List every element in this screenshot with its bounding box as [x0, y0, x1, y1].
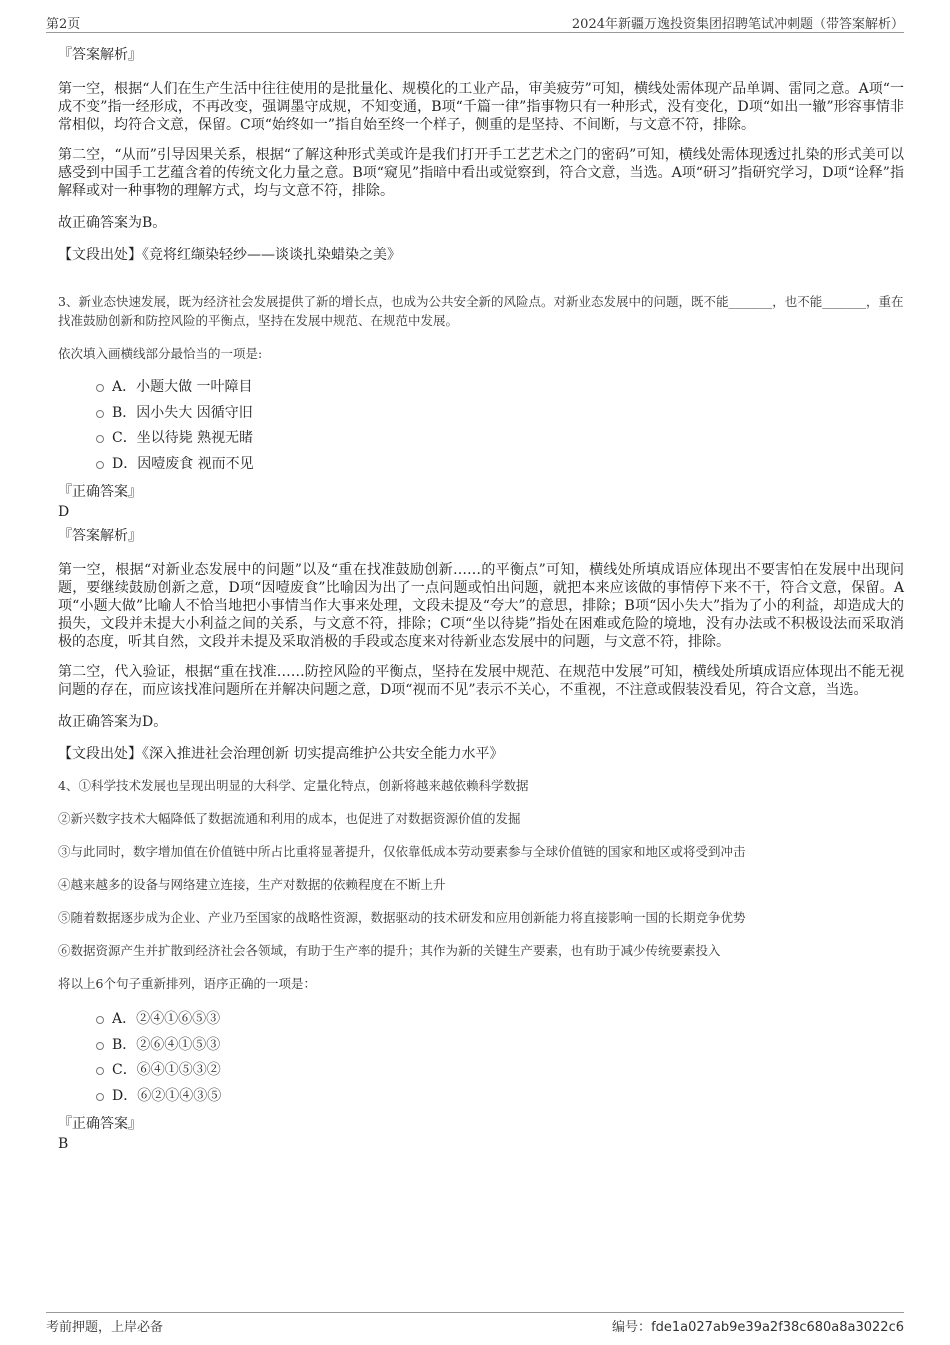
page-content: [46, 40, 904, 1153]
q3-prompt: 依次填入画横线部分最恰当的一项是:: [58, 346, 263, 361]
q4-sentence-5: ⑤随着数据逐步成为企业、产业乃至国家的战略性资源，数据驱动的技术研发和应用创新能力将直接影响一国的长期竞争优势: [58, 910, 746, 925]
radio-icon[interactable]: [96, 461, 104, 469]
q3-answer-label: 『正确答案』: [58, 484, 142, 500]
q4-sentence-3: ③与此同时，数字增加值在价值链中所占比重将显著提升，仅依靠低成本劳动要素参与全球价值链的国家和地区或将受到冲击: [58, 844, 746, 859]
option-label: C．⑥④①⑤③②: [112, 1062, 221, 1078]
q4-answer: B: [58, 1136, 69, 1152]
q4-sentence-2: ②新兴数字技术大幅降低了数据流通和利用的成本，也促进了对数据资源价值的发掘: [58, 811, 521, 826]
q3-option-c[interactable]: [92, 426, 904, 452]
document-title: 2024年新疆万逸投资集团招聘笔试冲刺题（带答案解析）: [571, 17, 904, 32]
radio-icon[interactable]: [96, 1067, 104, 1075]
radio-icon[interactable]: [96, 435, 104, 443]
page-footer: [46, 1312, 904, 1335]
q3-option-b[interactable]: [92, 401, 904, 427]
q3-options: [92, 375, 904, 477]
q4-sentence-4: ④越来越多的设备与网络建立连接，生产对数据的依赖程度在不断上升: [58, 877, 446, 892]
q4-sentence-6: ⑥数据资源产生并扩散到经济社会各领域，有助于生产率的提升；其作为新的关键生产要素，也有助于减少传统要素投入: [58, 943, 721, 958]
q3-option-a[interactable]: [92, 375, 904, 401]
q3-answer: D: [58, 504, 70, 520]
code-value: fde1a027ab9e39a2f38c680a8a3022c6: [651, 1320, 904, 1335]
q3-analysis-label: 『答案解析』: [58, 528, 142, 544]
q3-analysis-paragraph-2: 第二空，代入验证，根据“重在找准……防控风险的平衡点，坚持在发展中规范、在规范中发展”可知，横线处所填成语应体现出不能无视问题的存在，而应该找准问题所在并解决问题之意，D项“视而不见”表示不关心，不重视，不注意或假装没看见，符合文意，当选。: [58, 664, 904, 698]
option-label: B．②⑥④①⑤③: [112, 1036, 221, 1053]
q2-analysis-paragraph-1: 第一空，根据“人们在生产生活中往往使用的是批量化、规模化的工业产品，审美疲劳”可知，横线处需体现产品单调、雷同之意。A项“一成不变”指一经形成，不再改变，强调墨守成规，不知变通，B项“千篇一律”指事物只有一种形式，没有变化，D项“如出一辙”形容事情非常相似，均符合文意，保留。C项“始终如一”指自始至终一个样子，侧重的是坚持、不间断，与文意不符，排除。: [58, 81, 904, 133]
radio-icon[interactable]: [96, 1042, 104, 1050]
page-header: [46, 10, 904, 33]
option-label: B．因小失大 因循守旧: [112, 404, 253, 421]
footer-slogan: 考前押题，上岸必备: [46, 1320, 164, 1335]
q4-option-b[interactable]: [92, 1033, 904, 1059]
q4-option-a[interactable]: [92, 1007, 904, 1033]
q4-sentence-1: 4、①科学技术发展也呈现出明显的大科学、定量化特点，创新将越来越依赖科学数据: [58, 778, 529, 793]
radio-icon[interactable]: [96, 1016, 104, 1024]
q3-conclusion: 故正确答案为D。: [58, 714, 168, 730]
q4-option-c[interactable]: [92, 1058, 904, 1084]
q4-answer-label: 『正确答案』: [58, 1116, 142, 1132]
option-label: C．坐以待毙 熟视无睹: [112, 430, 254, 446]
q4-options: [92, 1007, 904, 1109]
q2-source: 【文段出处】《竞将红缬染轻纱——谈谈扎染蜡染之美》: [58, 247, 401, 263]
q3-source: 【文段出处】《深入推进社会治理创新 切实提高维护公共安全能力水平》: [58, 746, 504, 762]
document-code: [612, 1316, 904, 1335]
q4-option-d[interactable]: [92, 1084, 904, 1110]
option-label: D．因噎废食 视而不见: [112, 455, 254, 472]
option-label: D．⑥②①④③⑤: [112, 1087, 222, 1104]
option-label: A．②④①⑥⑤③: [112, 1011, 221, 1027]
radio-icon[interactable]: [96, 1093, 104, 1101]
q2-analysis-label: 『答案解析』: [58, 47, 142, 63]
code-label: 编号：: [612, 1320, 652, 1335]
q3-option-d[interactable]: [92, 452, 904, 478]
page-number: 第2页: [46, 17, 81, 32]
q4-prompt: 将以上6个句子重新排列，语序正确的一项是：: [58, 976, 316, 991]
q2-conclusion: 故正确答案为B。: [58, 215, 167, 231]
q2-analysis-paragraph-2: 第二空，“从而”引导因果关系，根据“了解这种形式美或许是我们打开手工艺艺术之门的密码”可知，横线处需体现透过扎染的形式美可以感受到中国手工艺蕴含着的传统文化力量之意。B项“窥见”指暗中看出或觉察到，符合文意，当选。A项“研习”指研究学习，D项“诠释”指解释或对一种事物的理解方式，均与文意不符，排除。: [58, 147, 904, 199]
option-label: A．小题大做 一叶障目: [112, 379, 253, 395]
radio-icon[interactable]: [96, 384, 104, 392]
q3-stem: 3、新业态快速发展，既为经济社会发展提供了新的增长点，也成为公共安全新的风险点。对新业态发展中的问题，既不能_______，也不能_______，重在找准鼓励创新和防控风险的平衡点，坚持在发展中规范、在规范中发展。: [58, 294, 904, 328]
radio-icon[interactable]: [96, 410, 104, 418]
q3-analysis-paragraph-1: 第一空，根据“对新业态发展中的问题”以及“重在找准鼓励创新……的平衡点”可知，横线处所填成语应体现出不要害怕在发展中出现问题，要继续鼓励创新之意，D项“因噎废食”比喻因为出了一点问题或怕出问题，就把本来应该做的事情停下来不干，符合文意，保留。A项“小题大做”比喻人不恰当地把小事情当作大事来处理，文段未提及“夸大”的意思，排除；B项“因小失大”指为了小的利益，却造成大的损失，文段并未提大小利益之间的关系，与文意不符，排除；C项“坐以待毙”指处在困难或危险的境地，没有办法或不积极设法而采取消极的态度，听其自然，文段并未提及采取消极的手段或态度来对待新业态发展中的问题，与文意不符，排除。: [58, 562, 904, 650]
